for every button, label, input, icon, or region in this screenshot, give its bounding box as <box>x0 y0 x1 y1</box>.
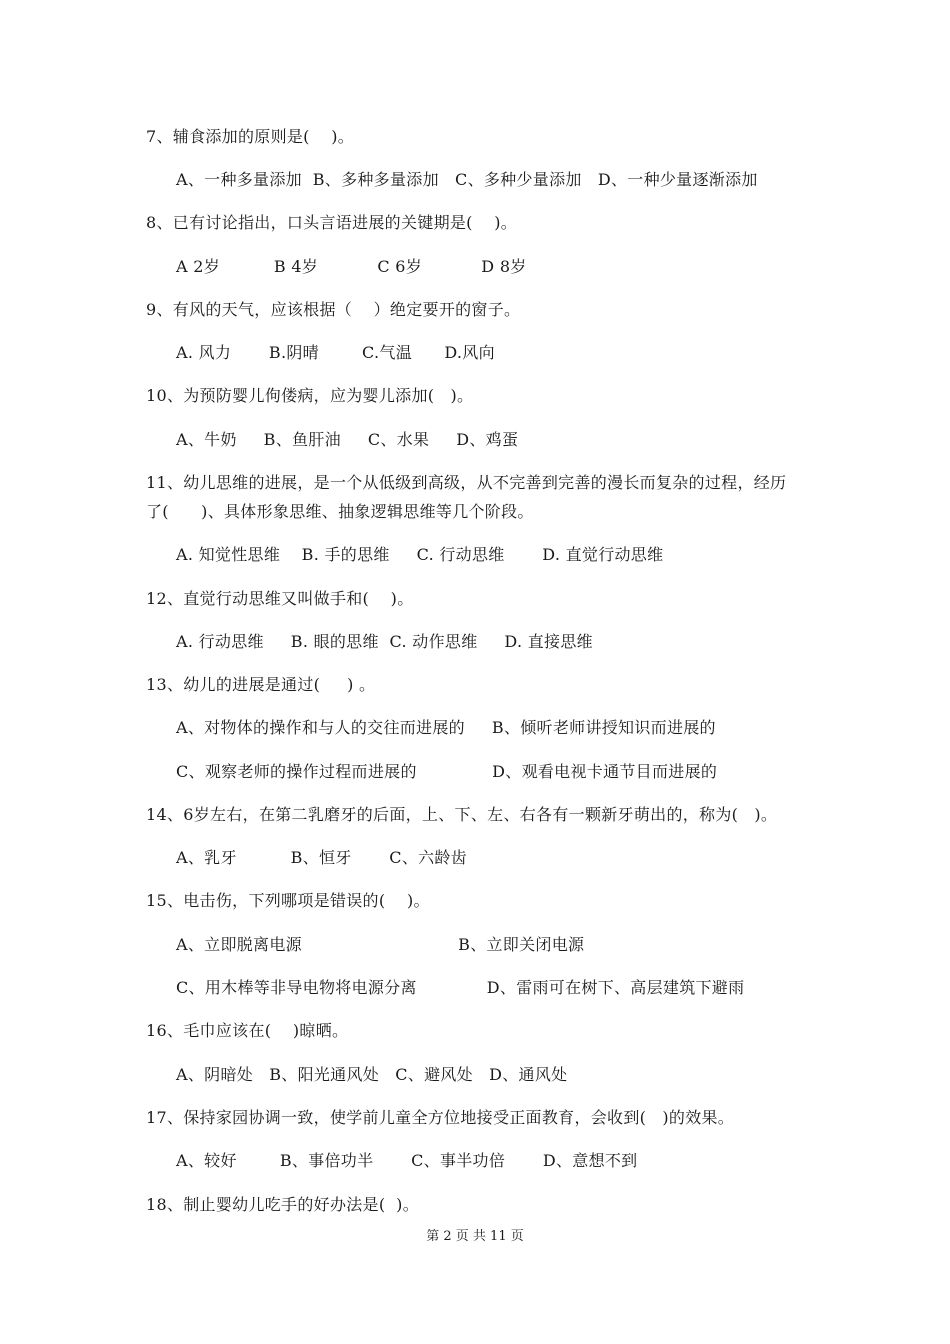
options-16: A、阴暗处 B、阳光通风处 C、避风处 D、通风处 <box>176 1065 568 1084</box>
question-7: 7、辅食添加的原则是( )。 <box>146 127 355 146</box>
options-9: A. 风力 B.阴晴 C.气温 D.风向 <box>176 343 495 362</box>
question-18: 18、制止婴幼儿吃手的好办法是( )。 <box>146 1195 420 1214</box>
question-15: 15、电击伤，下列哪项是错误的( )。 <box>146 891 430 910</box>
options-13-row-1: A、对物体的操作和与人的交往而进展的 B、倾听老师讲授知识而进展的 <box>176 718 716 737</box>
question-8: 8、已有讨论指出，口头言语进展的关键期是( )。 <box>146 213 518 232</box>
options-15-row-2: C、用木棒等非导电物将电源分离 D、雷雨可在树下、高层建筑下避雨 <box>176 978 745 997</box>
options-13-row-2: C、观察老师的操作过程而进展的 D、观看电视卡通节目而进展的 <box>176 762 718 781</box>
question-16: 16、毛巾应该在( )晾晒。 <box>146 1021 349 1040</box>
question-17: 17、保持家园协调一致，使学前儿童全方位地接受正面教育，会收到( )的效果。 <box>146 1108 735 1127</box>
options-8: A 2岁 B 4岁 C 6岁 D 8岁 <box>176 257 527 276</box>
page-footer: 第 2 页 共 11 页 <box>426 1229 524 1244</box>
question-11-continued: 了( )、具体形象思维、抽象逻辑思维等几个阶段。 <box>146 502 534 521</box>
options-7: A、一种多量添加 B、多种多量添加 C、多种少量添加 D、一种少量逐渐添加 <box>176 170 758 189</box>
question-13: 13、幼儿的进展是通过( ) 。 <box>146 675 376 694</box>
options-17: A、较好 B、事倍功半 C、事半功倍 D、意想不到 <box>176 1151 638 1170</box>
question-12: 12、直觉行动思维又叫做手和( )。 <box>146 589 414 608</box>
options-11: A. 知觉性思维 B. 手的思维 C. 行动思维 D. 直觉行动思维 <box>176 545 664 564</box>
options-10: A、牛奶 B、鱼肝油 C、水果 D、鸡蛋 <box>176 430 519 449</box>
question-14: 14、6岁左右，在第二乳磨牙的后面，上、下、左、右各有一颗新牙萌出的，称为( )。 <box>146 805 778 824</box>
question-9: 9、有风的天气，应该根据（ ）绝定要开的窗子。 <box>146 300 521 319</box>
options-15-row-1: A、立即脱离电源 B、立即关闭电源 <box>176 935 585 954</box>
question-11: 11、幼儿思维的进展，是一个从低级到高级，从不完善到完善的漫长而复杂的过程，经历 <box>146 473 787 492</box>
options-14: A、乳牙 B、恒牙 C、六龄齿 <box>176 848 468 867</box>
question-10: 10、为预防婴儿佝偻病，应为婴儿添加( )。 <box>146 386 474 405</box>
options-12: A. 行动思维 B. 眼的思维 C. 动作思维 D. 直接思维 <box>176 632 593 651</box>
